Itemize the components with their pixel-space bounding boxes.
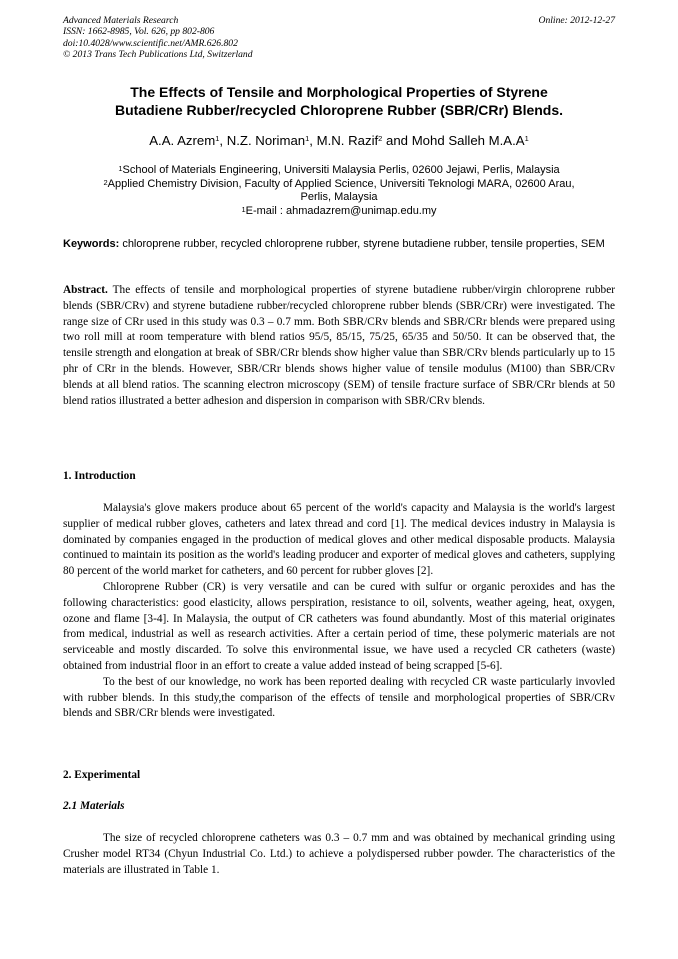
journal-header [63, 15, 253, 61]
abstract [63, 283, 615, 409]
author-separator: , [309, 133, 317, 148]
author-separator: and [382, 133, 412, 148]
introduction-body [63, 501, 615, 722]
doi-line: doi:10.4028/www.scientific.net/AMR.626.802 [63, 37, 238, 49]
affiliation-mark: 1 [241, 204, 246, 214]
section-heading-experimental: 2. Experimental [63, 769, 141, 781]
issn-line: ISSN: 1662-8985, Vol. 626, pp 802-806 [63, 26, 215, 38]
keywords [63, 237, 615, 252]
online-date: Online: 2012-12-27 [538, 15, 615, 26]
paragraph: The size of recycled chloroprene catheters was 0.3 – 0.7 mm and was obtained by mechanical grinding using Crusher model RT34 (Chyun Industrial Co. Ltd.) to achieve a polydispersed rubber powder. The characteristics of the materials are illustrated in Table 1. [63, 832, 615, 876]
author-name: M.N. Razif [316, 133, 379, 148]
author-name: N.Z. Noriman [226, 133, 306, 148]
affiliations [63, 164, 615, 218]
copyright-line: © 2013 Trans Tech Publications Ltd, Switzerland [63, 49, 253, 61]
section-heading-introduction: 1. Introduction [63, 470, 136, 482]
abstract-text: The effects of tensile and morphological properties of styrene butadiene rubber/virgin chloroprene rubber blends (SBR/CRv) and styrene butadiene rubber/recycled chloroprene rubber blends (SBR/CRr) were investigated. The range size of CRr used in this study was 0.3 – 0.7 mm. Both SBR/CRv blends and SBR/CRr blends were prepared using two roll mill at room temperature with blend ratios 95/5, 85/15, 75/25, 65/35 and 50/50. It can be observed that, the tensile strength and elongation at break of SBR/CRr blends show higher value than SBR/CRv blends particularly up to 15 phr of CRr in the blends. However, SBR/CRr blends shows higher value of tensile modulus (M100) than SBR/CRv blends at all blend ratios. The scanning electron microscopy (SEM) of tensile fracture surface of SBR/CRr blends at 50 blend ratios illustrated a better adhesion and dispersion in comparison with SBR/CRv blends. [63, 284, 615, 407]
affiliation-mark: 1 [118, 164, 123, 173]
author-affiliation-mark: 1 [524, 134, 529, 143]
author-list [63, 133, 615, 149]
materials-body [63, 831, 615, 878]
paragraph: To the best of our knowledge, no work has been reported dealing with recycled CR waste particularly invovled with rubber blends. In this study,the comparison of the effects of tensile and morphological properties of SBR/CRv blends and SBR/CRr blends were investigated. [63, 675, 615, 720]
author-affiliation-mark: 2 [378, 134, 383, 143]
title-line-1: The Effects of Tensile and Morphological Properties of Styrene [130, 84, 548, 100]
paragraph: Malaysia's glove makers produce about 65 percent of the world's capacity and Malaysia is the world's largest supplier of medical rubber gloves, catheters and latex thread and cord [1]. The medical devices industry in Malaysia is dominated by companies engaged in the production of medical gloves and other medical disposable products. Malaysia continued to maintain its position as the world's leading producer and exporter of medical gloves and catheters, supplying 80 percent of the world market for catheters, and 60 percent for rubber gloves [2]. [63, 502, 615, 578]
affiliation-2-continued: Perlis, Malaysia [300, 191, 378, 203]
affiliation-2 [63, 178, 615, 192]
affiliation-mark: 2 [103, 177, 108, 187]
author-affiliation-mark: 1 [215, 134, 220, 143]
abstract-label: Abstract. [63, 284, 108, 296]
affiliation-text: Applied Chemistry Division, Faculty of Applied Science, Universiti Teknologi MARA, 02600 Arau, [107, 177, 575, 190]
journal-name: Advanced Materials Research [63, 15, 179, 26]
keywords-label: Keywords: [63, 238, 120, 250]
keywords-text: chloroprene rubber, recycled chloroprene rubber, styrene butadiene rubber, tensile properties, SEM [122, 238, 605, 250]
subsection-heading-materials: 2.1 Materials [63, 800, 125, 812]
title-line-2: Butadiene Rubber/recycled Chloroprene Rubber (SBR/CRr) Blends. [114, 102, 564, 118]
author-affiliation-mark: 1 [305, 134, 310, 143]
affiliation-1 [63, 164, 615, 178]
author-name: Mohd Salleh M.A.A [411, 133, 525, 148]
author-name: A.A. Azrem [149, 133, 216, 148]
paper-title [63, 83, 615, 119]
paragraph: Chloroprene Rubber (CR) is very versatile and can be cured with sulfur or organic peroxides and has the following characteristics: good elasticity, allows perspiration, resistance to oil, solvents, weather ageing, heat, oxygen, ozone and flame [3-4]. In Malaysia, the output of CR catheters was found abundantly. Most of this material originates from medical, industrial as well as research activities. After a certain period of time, these polymeric materials are not serviceable and mostly discarded. To solve this environmental issue, we have used a recycled CR catheters (waste) obtained from industrial floor in an effort to create a value added instead of being scrapped [5-6]. [63, 580, 615, 672]
affiliation-text: School of Materials Engineering, Universiti Malaysia Perlis, 02600 Jejawi, Perlis, Malaysia [122, 164, 560, 176]
email-text: E-mail : ahmadazrem@unimap.edu.my [245, 204, 437, 217]
contact-email [63, 205, 615, 219]
author-separator: , [219, 133, 227, 148]
